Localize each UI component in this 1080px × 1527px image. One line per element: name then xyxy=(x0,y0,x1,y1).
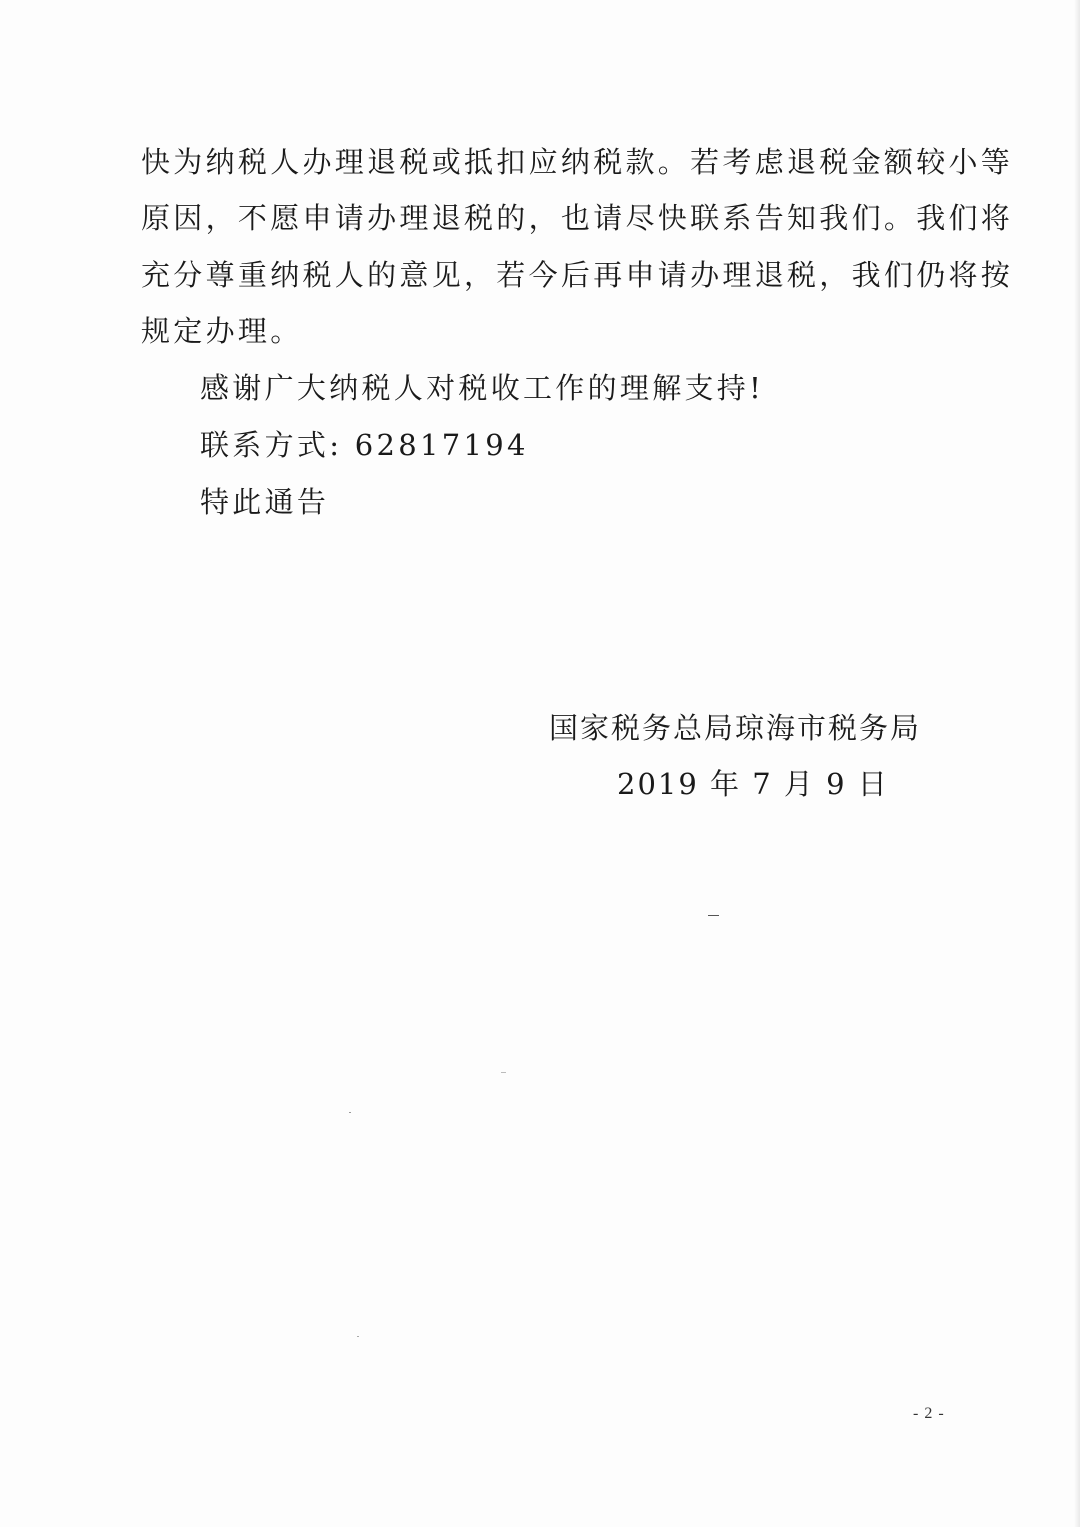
body-paragraph-line-3: 充分尊重纳税人的意见，若今后再申请办理退税，我们仍将按 xyxy=(141,258,1014,292)
page-edge-shadow xyxy=(1074,0,1080,1527)
scan-mark xyxy=(357,1336,359,1337)
scan-mark xyxy=(501,1072,506,1073)
page-number: - 2 - xyxy=(913,1405,945,1422)
body-paragraph-line-4: 规定办理。 xyxy=(141,314,303,348)
issuing-organization: 国家税务总局琼海市税务局 xyxy=(549,711,922,745)
thanks-line: 感谢广大纳税人对税收工作的理解支持! xyxy=(200,371,765,405)
body-paragraph-line-1: 快为纳税人办理退税或抵扣应纳税款。若考虑退税金额较小等 xyxy=(141,145,1014,179)
body-paragraph-line-2: 原因，不愿申请办理退税的，也请尽快联系告知我们。我们将 xyxy=(141,201,1014,235)
closing-line: 特此通告 xyxy=(200,485,330,519)
issue-date: 2019 年 7 月 9 日 xyxy=(617,767,889,801)
scan-mark xyxy=(708,915,719,916)
scan-mark xyxy=(349,1112,351,1113)
contact-line: 联系方式: 62817194 xyxy=(200,428,529,462)
